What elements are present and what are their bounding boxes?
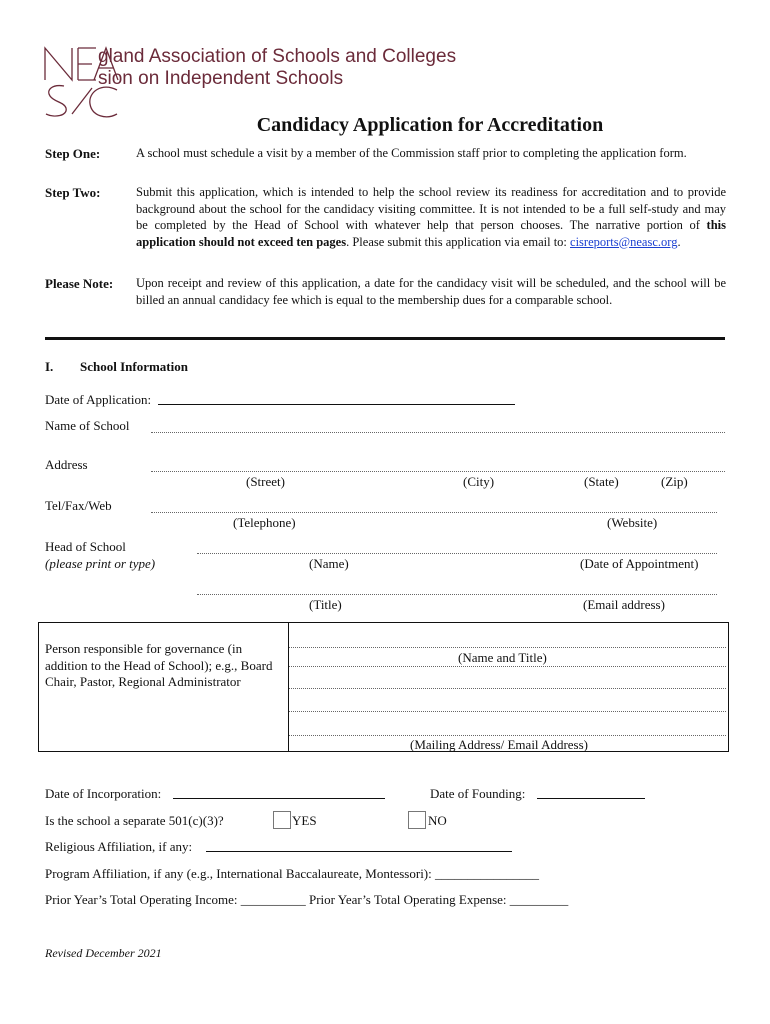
title-caption: (Title) — [309, 597, 342, 612]
address-field[interactable] — [151, 471, 725, 472]
tel-fax-web-label: Tel/Fax/Web — [45, 498, 112, 513]
step-one-label: Step One: — [45, 146, 101, 161]
date-of-incorporation-label: Date of Incorporation: — [45, 786, 162, 801]
please-note-text: Upon receipt and review of this application, a date for the candidacy visit will be scheduled, and the school will be billed an annual candidacy fee which is equal to the membership dues for a comparable school. — [136, 276, 726, 307]
governance-address-line1[interactable] — [289, 688, 726, 689]
operating-income-expense-label: Prior Year’s Total Operating Income: __________ Prior Year’s Total Operating Expense: _________ — [45, 892, 569, 907]
section-title: School Information — [80, 359, 188, 374]
website-caption: (Website) — [607, 515, 658, 530]
date-of-application-label: Date of Application: — [45, 392, 152, 407]
governance-name-line1[interactable] — [289, 647, 726, 648]
section-divider — [45, 337, 725, 340]
governance-divider — [288, 622, 289, 752]
date-of-application-field[interactable] — [158, 404, 515, 405]
date-of-founding-label: Date of Founding: — [430, 786, 526, 801]
no-label: NO — [428, 813, 447, 828]
step-one-text: A school must schedule a visit by a member of the Commission staff prior to completing the application form. — [136, 146, 687, 160]
yes-label: YES — [292, 813, 317, 828]
email-link[interactable]: cisreports@neasc.org — [570, 234, 678, 249]
religious-affiliation-label: Religious Affiliation, if any: — [45, 839, 193, 854]
telephone-caption: (Telephone) — [233, 515, 296, 530]
page-title: Candidacy Application for Accreditation — [256, 114, 604, 136]
religious-affiliation-field[interactable] — [206, 851, 512, 852]
head-name-field[interactable] — [197, 553, 717, 554]
step-two-bold-text: this application should not exceed ten pages — [136, 218, 726, 249]
head-of-school-label: Head of School — [45, 539, 126, 554]
email-address-caption: (Email address) — [583, 597, 665, 612]
date-of-appointment-caption: (Date of Appointment) — [580, 556, 699, 571]
section-number: I. — [45, 359, 54, 374]
governance-address-line3[interactable] — [289, 735, 726, 736]
org-name-line2: sion on Independent Schools — [98, 68, 344, 89]
date-of-incorporation-field[interactable] — [173, 798, 385, 799]
org-name-line1: gland Association of Schools and Colleges — [98, 46, 457, 67]
program-affiliation-label: Program Affiliation, if any (e.g., International Baccalaureate, Montessori): ________________ — [45, 866, 539, 881]
please-print-note: (please print or type) — [45, 556, 156, 571]
step-two-label: Step Two: — [45, 185, 101, 200]
street-caption: (Street) — [246, 474, 285, 489]
name-of-school-label: Name of School — [45, 418, 130, 433]
governance-label: Person responsible for governance (in addition to the Head of School); e.g., Board Chair, Pastor, Regional Administrator — [45, 641, 273, 689]
governance-address-line2[interactable] — [289, 711, 726, 712]
please-note-label: Please Note: — [45, 276, 114, 291]
name-and-title-caption: (Name and Title) — [458, 650, 547, 665]
step-two-text: Submit this application, which is intended to help the school review its readiness for accreditation and to provide background about the school for the candidacy visiting committee. It is not intended to be a full self-study and may be completed by the Head of School with whatever help that person chooses. The narrative portion of this application should not exceed ten pages. Please submit this application via email to: cisreports@neasc.org. — [136, 185, 726, 249]
mailing-address-caption: (Mailing Address/ Email Address) — [410, 737, 589, 752]
address-label: Address — [45, 457, 88, 472]
revision-date: Revised December 2021 — [45, 946, 162, 960]
city-caption: (City) — [463, 474, 495, 489]
governance-name-line2[interactable] — [289, 666, 726, 667]
no-checkbox[interactable] — [408, 811, 426, 829]
name-caption: (Name) — [309, 556, 349, 571]
date-of-founding-field[interactable] — [537, 798, 645, 799]
zip-caption: (Zip) — [661, 474, 688, 489]
head-title-field[interactable] — [197, 594, 717, 595]
state-caption: (State) — [584, 474, 619, 489]
yes-checkbox[interactable] — [273, 811, 291, 829]
tel-fax-web-field[interactable] — [151, 512, 717, 513]
separate-501c3-label: Is the school a separate 501(c)(3)? — [45, 813, 224, 828]
name-of-school-field[interactable] — [151, 432, 725, 433]
